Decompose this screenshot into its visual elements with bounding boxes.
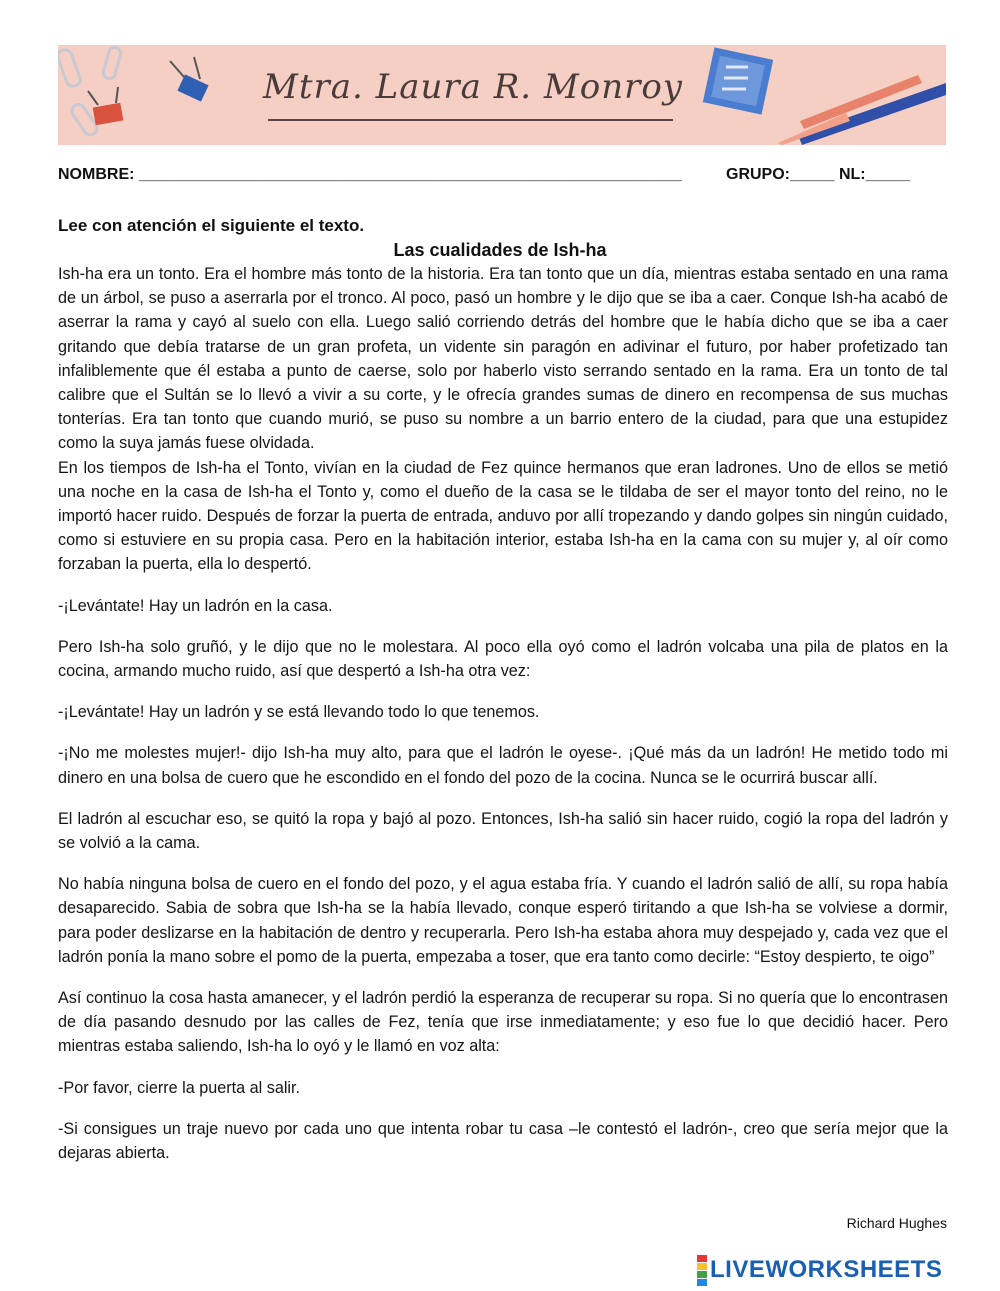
notepad-icon (703, 47, 773, 114)
liveworksheets-icon (697, 1255, 707, 1286)
paragraph: Así continuo la cosa hasta amanecer, y el ladrón perdió la esperanza de recuperar su ropa. Si no quería que lo encontrasen de día pasando desnudo por las calles de Fez, tenía que irse inmediatamente; y eso fue lo que decidió hacer. Pero mientras estaba saliendo, Ish-ha lo oyó y le llamó en voz alta: (58, 989, 948, 1056)
instruction: Lee con atención el siguiente el texto. (58, 216, 365, 235)
liveworksheets-logo[interactable] (697, 1255, 942, 1285)
story-body (58, 262, 948, 1165)
paragraph: Pero Ish-ha solo gruñó, y le dijo que no le molestara. Al poco ella oyó como el ladrón volcaba una pila de platos en la cocina, armando mucho ruido, así que despertó a Ish-ha otra vez: (58, 637, 948, 681)
paragraph: -¡No me molestes mujer!- dijo Ish-ha muy alto, para que el ladrón le oyese-. ¡Qué más da un ladrón! He metido todo mi dinero en una bolsa de cuero que he escondido en el fondo del pozo de la cocina. Nunca se le ocurrirá buscar allí. (58, 744, 948, 787)
group-number-field[interactable]: GRUPO:_____ NL:_____ (726, 166, 911, 183)
teacher-name: Mtra. Laura R. Monroy (263, 67, 684, 107)
paragraph: -¡Levántate! Hay un ladrón y se está llevando todo lo que tenemos. (58, 703, 540, 722)
paper-clip-icon (58, 46, 122, 137)
paragraph: El ladrón al escuchar eso, se quitó la ropa y bajó al pozo. Entonces, Ish-ha salió sin hacer ruido, cogió la ropa del ladrón y se volvió a la cama. (58, 809, 948, 853)
name-field[interactable]: NOMBRE: _____________________________________________________________ (58, 166, 682, 183)
paragraph: Ish-ha era un tonto. Era el hombre más tonto de la historia. Era tan tonto que un día, mientras estaba sentado en una rama de un árbol, se puso a aserrarla por el tronco. Al poco, pasó un hombre y le dijo que se iba a caer. Conque Ish-ha acabó de aserrar la rama y cayó al suelo con ella. Luego salió corriendo detrás del hombre que le había dicho que se iba a caer gritando que debía tratarse de un gran profeta, un vidente sin paragón en adivinar el futuro, por haber profetizado tan infaliblemente que él estaba a punto de caerse, solo por haberlo visto serrando sentado en la rama. Era un tonto de tal calibre que el Sultán se lo llevó a vivir a su corte, y le ofrecía grandes sumas de dinero en recompensa de sus muchas tonterías. Era tan tonto que cuando murió, se puso su nombre a un barrio entero de la ciudad, para que una estupidez como la suya jamás fuese olvidada. (58, 265, 948, 453)
paragraph: -Si consigues un traje nuevo por cada uno que intenta robar tu casa –le contestó el ladrón-, creo que sería mejor que la dejaras abierta. (58, 1119, 948, 1163)
student-info-line (58, 166, 948, 188)
brand-name: LIVEWORKSHEETS (710, 1256, 943, 1283)
paragraph: En los tiempos de Ish-ha el Tonto, vivían en la ciudad de Fez quince hermanos que eran ladrones. Uno de ellos se metió una noche en la casa de Ish-ha el Tonto y, como el dueño de la casa se le tildaba de ser el mayor tonto del reino, no le importó hacer ruido. Después de forzar la puerta de entrada, anduvo por allí tropezando y dando golpes sin ningún cuidado, como si estuviere en su propia casa. Pero en la habitación interior, estaba Ish-ha en la cama con su mujer y, al oír como forzaban la puerta, ella lo despertó. (58, 458, 948, 574)
pencil-icon (778, 75, 946, 145)
story-title: Las cualidades de Ish-ha (393, 240, 607, 260)
author: Richard Hughes (846, 1215, 947, 1231)
banner-underline (268, 119, 673, 121)
paragraph: -Por favor, cierre la puerta al salir. (58, 1078, 301, 1097)
paragraph: -¡Levántate! Hay un ladrón en la casa. (58, 596, 333, 615)
header-banner (58, 45, 946, 145)
paragraph: No había ninguna bolsa de cuero en el fondo del pozo, y el agua estaba fría. Y cuando el ladrón salió de allí, su ropa había desaparecido. Sabia de sobra que Ish-ha se la había llevado, conque esperó tiritando a que Ish-ha se volviese a dormir, para poder deslizarse en la habitación de dentro y recuperarla. Pero Ish-ha estaba ahora muy despejado y, cada vez que el ladrón ponía la mano sobre el pomo de la puerta, empezaba a toser, que era tanto como decirle: “Estoy despierto, te oigo” (58, 875, 948, 966)
